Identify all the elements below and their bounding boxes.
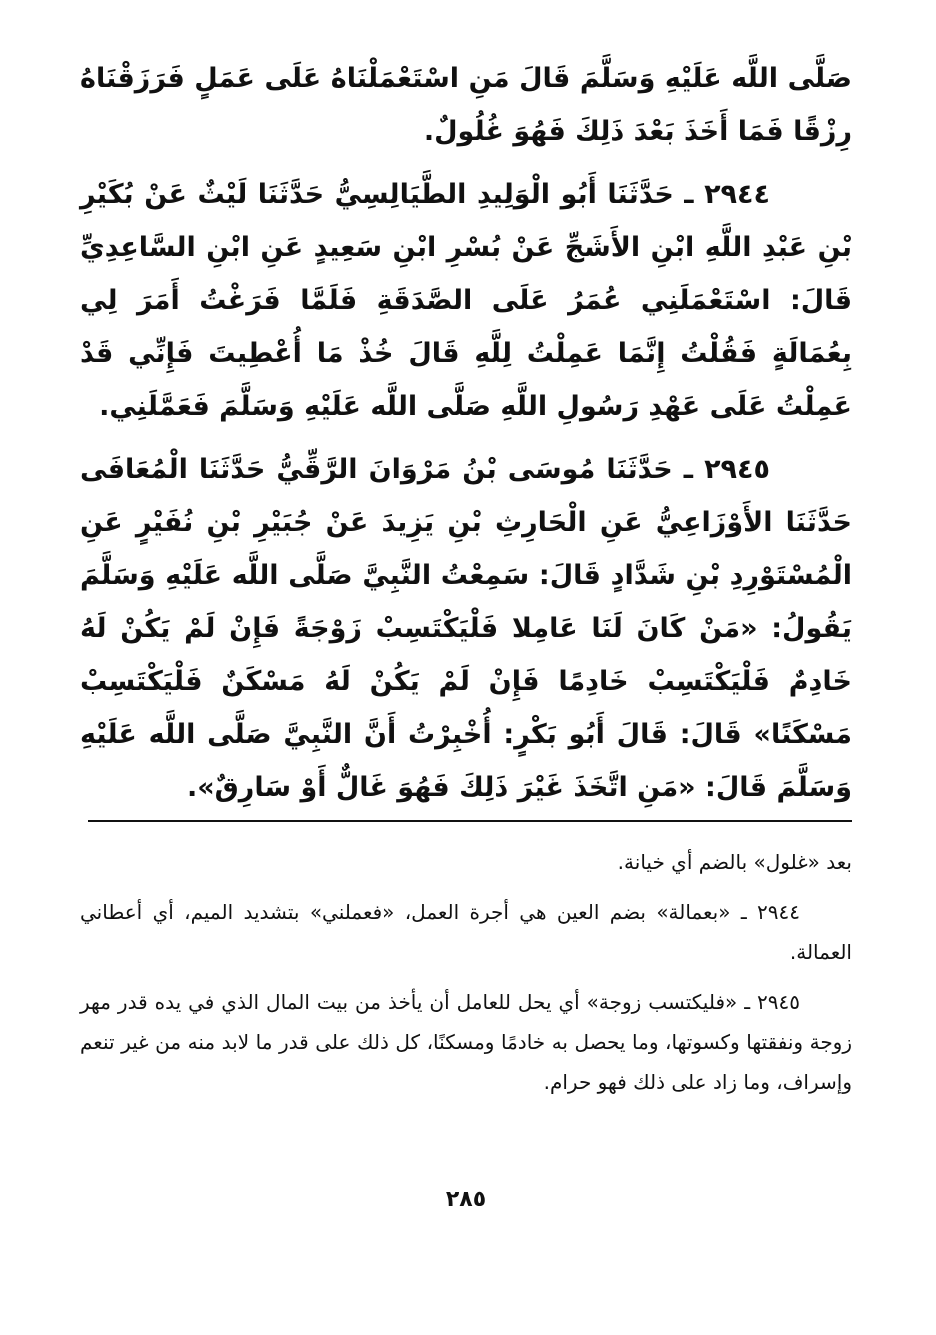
footnotes [80, 842, 852, 1112]
hadith-2944: ٢٩٤٤ ـ حَدَّثَنَا أَبُو الْوَلِيدِ الطَّيَالِسِيُّ حَدَّثَنَا لَيْثٌ عَنْ بُكَيْرِ بْنِ عَبْدِ اللَّهِ ابْنِ الأَشَجِّ عَنْ بُسْرِ ابْنِ سَعِيدٍ عَنِ ابْنِ السَّاعِدِيِّ قَالَ: اسْتَعْمَلَنِي عُمَرُ عَلَى الصَّدَقَةِ فَلَمَّا فَرَغْتُ أَمَرَ لِي بِعُمَالَةٍ فَقُلْتُ إِنَّمَا عَمِلْتُ لِلَّهِ قَالَ خُذْ مَا أُعْطِيتَ فَإِنِّي قَدْ عَمِلْتُ عَلَى عَهْدِ رَسُولِ اللَّهِ صَلَّى اللَّه عَلَيْهِ وَسَلَّمَ فَعَمَّلَنِي. [80, 179, 852, 422]
hadith-text [80, 52, 852, 814]
footnote-separator [88, 820, 852, 822]
footnote-2945: ٢٩٤٥ ـ «فليكتسب زوجة» أي يحل للعامل أن يأخذ من بيت المال الذي في يده قدر مهر زوجة ونفقتها وكسوتها، وما يحصل به خادمًا ومسكنًا، كل ذلك على قدر ما لابد منه من غير تنعم وإسراف، وما زاد على ذلك فهو حرام. [80, 990, 852, 1094]
hadith-2945: ٢٩٤٥ ـ حَدَّثَنَا مُوسَى بْنُ مَرْوَانَ الرَّقِّيُّ حَدَّثَنَا الْمُعَافَى حَدَّثَنَا الأَوْزَاعِيُّ عَنِ الْحَارِثِ بْنِ يَزِيدَ عَنْ جُبَيْرِ بْنِ نُفَيْرٍ عَنِ الْمُسْتَوْرِدِ بْنِ شَدَّادٍ قَالَ: سَمِعْتُ النَّبِيَّ صَلَّى اللَّه عَلَيْهِ وَسَلَّمَ يَقُولُ: «مَنْ كَانَ لَنَا عَامِلا فَلْيَكْتَسِبْ زَوْجَةً فَإِنْ لَمْ يَكُنْ لَهُ خَادِمٌ فَلْيَكْتَسِبْ خَادِمًا فَإِنْ لَمْ يَكُنْ لَهُ مَسْكَنٌ فَلْيَكْتَسِبْ مَسْكَنًا» قَالَ: قَالَ أَبُو بَكْرٍ: أُخْبِرْتُ أَنَّ النَّبِيَّ صَلَّى اللَّه عَلَيْهِ وَسَلَّمَ قَالَ: «مَنِ اتَّخَذَ غَيْرَ ذَلِكَ فَهُوَ غَالٌّ أَوْ سَارِقٌ». [80, 454, 852, 803]
page-number: ٢٨٥ [445, 1187, 487, 1212]
footnote-ghulul: بعد «غلول» بالضم أي خيانة. [617, 850, 852, 874]
book-page [80, 52, 852, 1312]
footnote-2944: ٢٩٤٤ ـ «بعمالة» بضم العين هي أجرة العمل، «فعملني» بتشديد الميم، أي أعطاني العمالة. [80, 900, 852, 964]
hadith-continuation: صَلَّى اللَّه عَلَيْهِ وَسَلَّمَ قَالَ مَنِ اسْتَعْمَلْنَاهُ عَلَى عَمَلٍ فَرَزَقْنَاهُ رِزْقًا فَمَا أَخَذَ بَعْدَ ذَلِكَ فَهُوَ غُلُولٌ. [80, 63, 852, 147]
